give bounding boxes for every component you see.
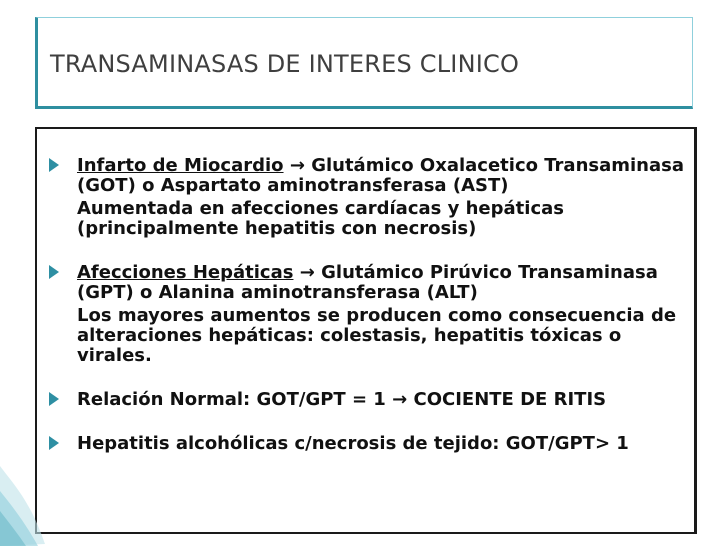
bullet-hepatitis-alcoholicas bbox=[49, 434, 689, 454]
bullet-arrow-icon bbox=[49, 436, 59, 450]
decorative-wave-graphic bbox=[0, 456, 45, 546]
page-title: TRANSAMINASAS DE INTERES CLINICO bbox=[50, 50, 520, 78]
bullet-text: Glutámico Pirúvico Transaminasa (GPT) o Alanina aminotransferasa (ALT) bbox=[77, 262, 658, 303]
bullet-after: COCIENTE DE RITIS bbox=[413, 389, 607, 410]
right-arrow-icon: → bbox=[299, 262, 315, 283]
bullet-relacion-normal bbox=[49, 390, 689, 410]
right-arrow-icon: → bbox=[289, 155, 305, 176]
bullet-extra: Los mayores aumentos se producen como consecuencia de alteraciones hepáticas: colestasis, hepatitis tóxicas o virales. bbox=[77, 305, 677, 366]
bullet-arrow-icon bbox=[49, 265, 59, 279]
bullet-arrow-icon bbox=[49, 392, 59, 406]
bullet-extra: Aumentada en afecciones cardíacas y hepáticas (principalmente hepatitis con necrosis) bbox=[77, 198, 564, 239]
right-arrow-icon: → bbox=[392, 389, 408, 410]
bullet-lead: Infarto de Miocardio bbox=[77, 155, 284, 176]
bullet-lead: Afecciones Hepáticas bbox=[77, 262, 294, 283]
bullet-infarto bbox=[49, 156, 689, 239]
bullet-text: Relación Normal: GOT/GPT = 1 bbox=[77, 389, 386, 410]
bullet-list bbox=[49, 156, 689, 454]
bullet-text: Glutámico Oxalacetico Transaminasa (GOT) o Aspartato aminotransferasa (AST) bbox=[77, 155, 685, 196]
title-box bbox=[35, 17, 693, 109]
bullet-afecciones-hepaticas bbox=[49, 263, 689, 366]
bullet-text: Hepatitis alcohólicas c/necrosis de tejido: GOT/GPT> 1 bbox=[77, 433, 629, 454]
content-box bbox=[35, 127, 697, 534]
bullet-arrow-icon bbox=[49, 158, 59, 172]
